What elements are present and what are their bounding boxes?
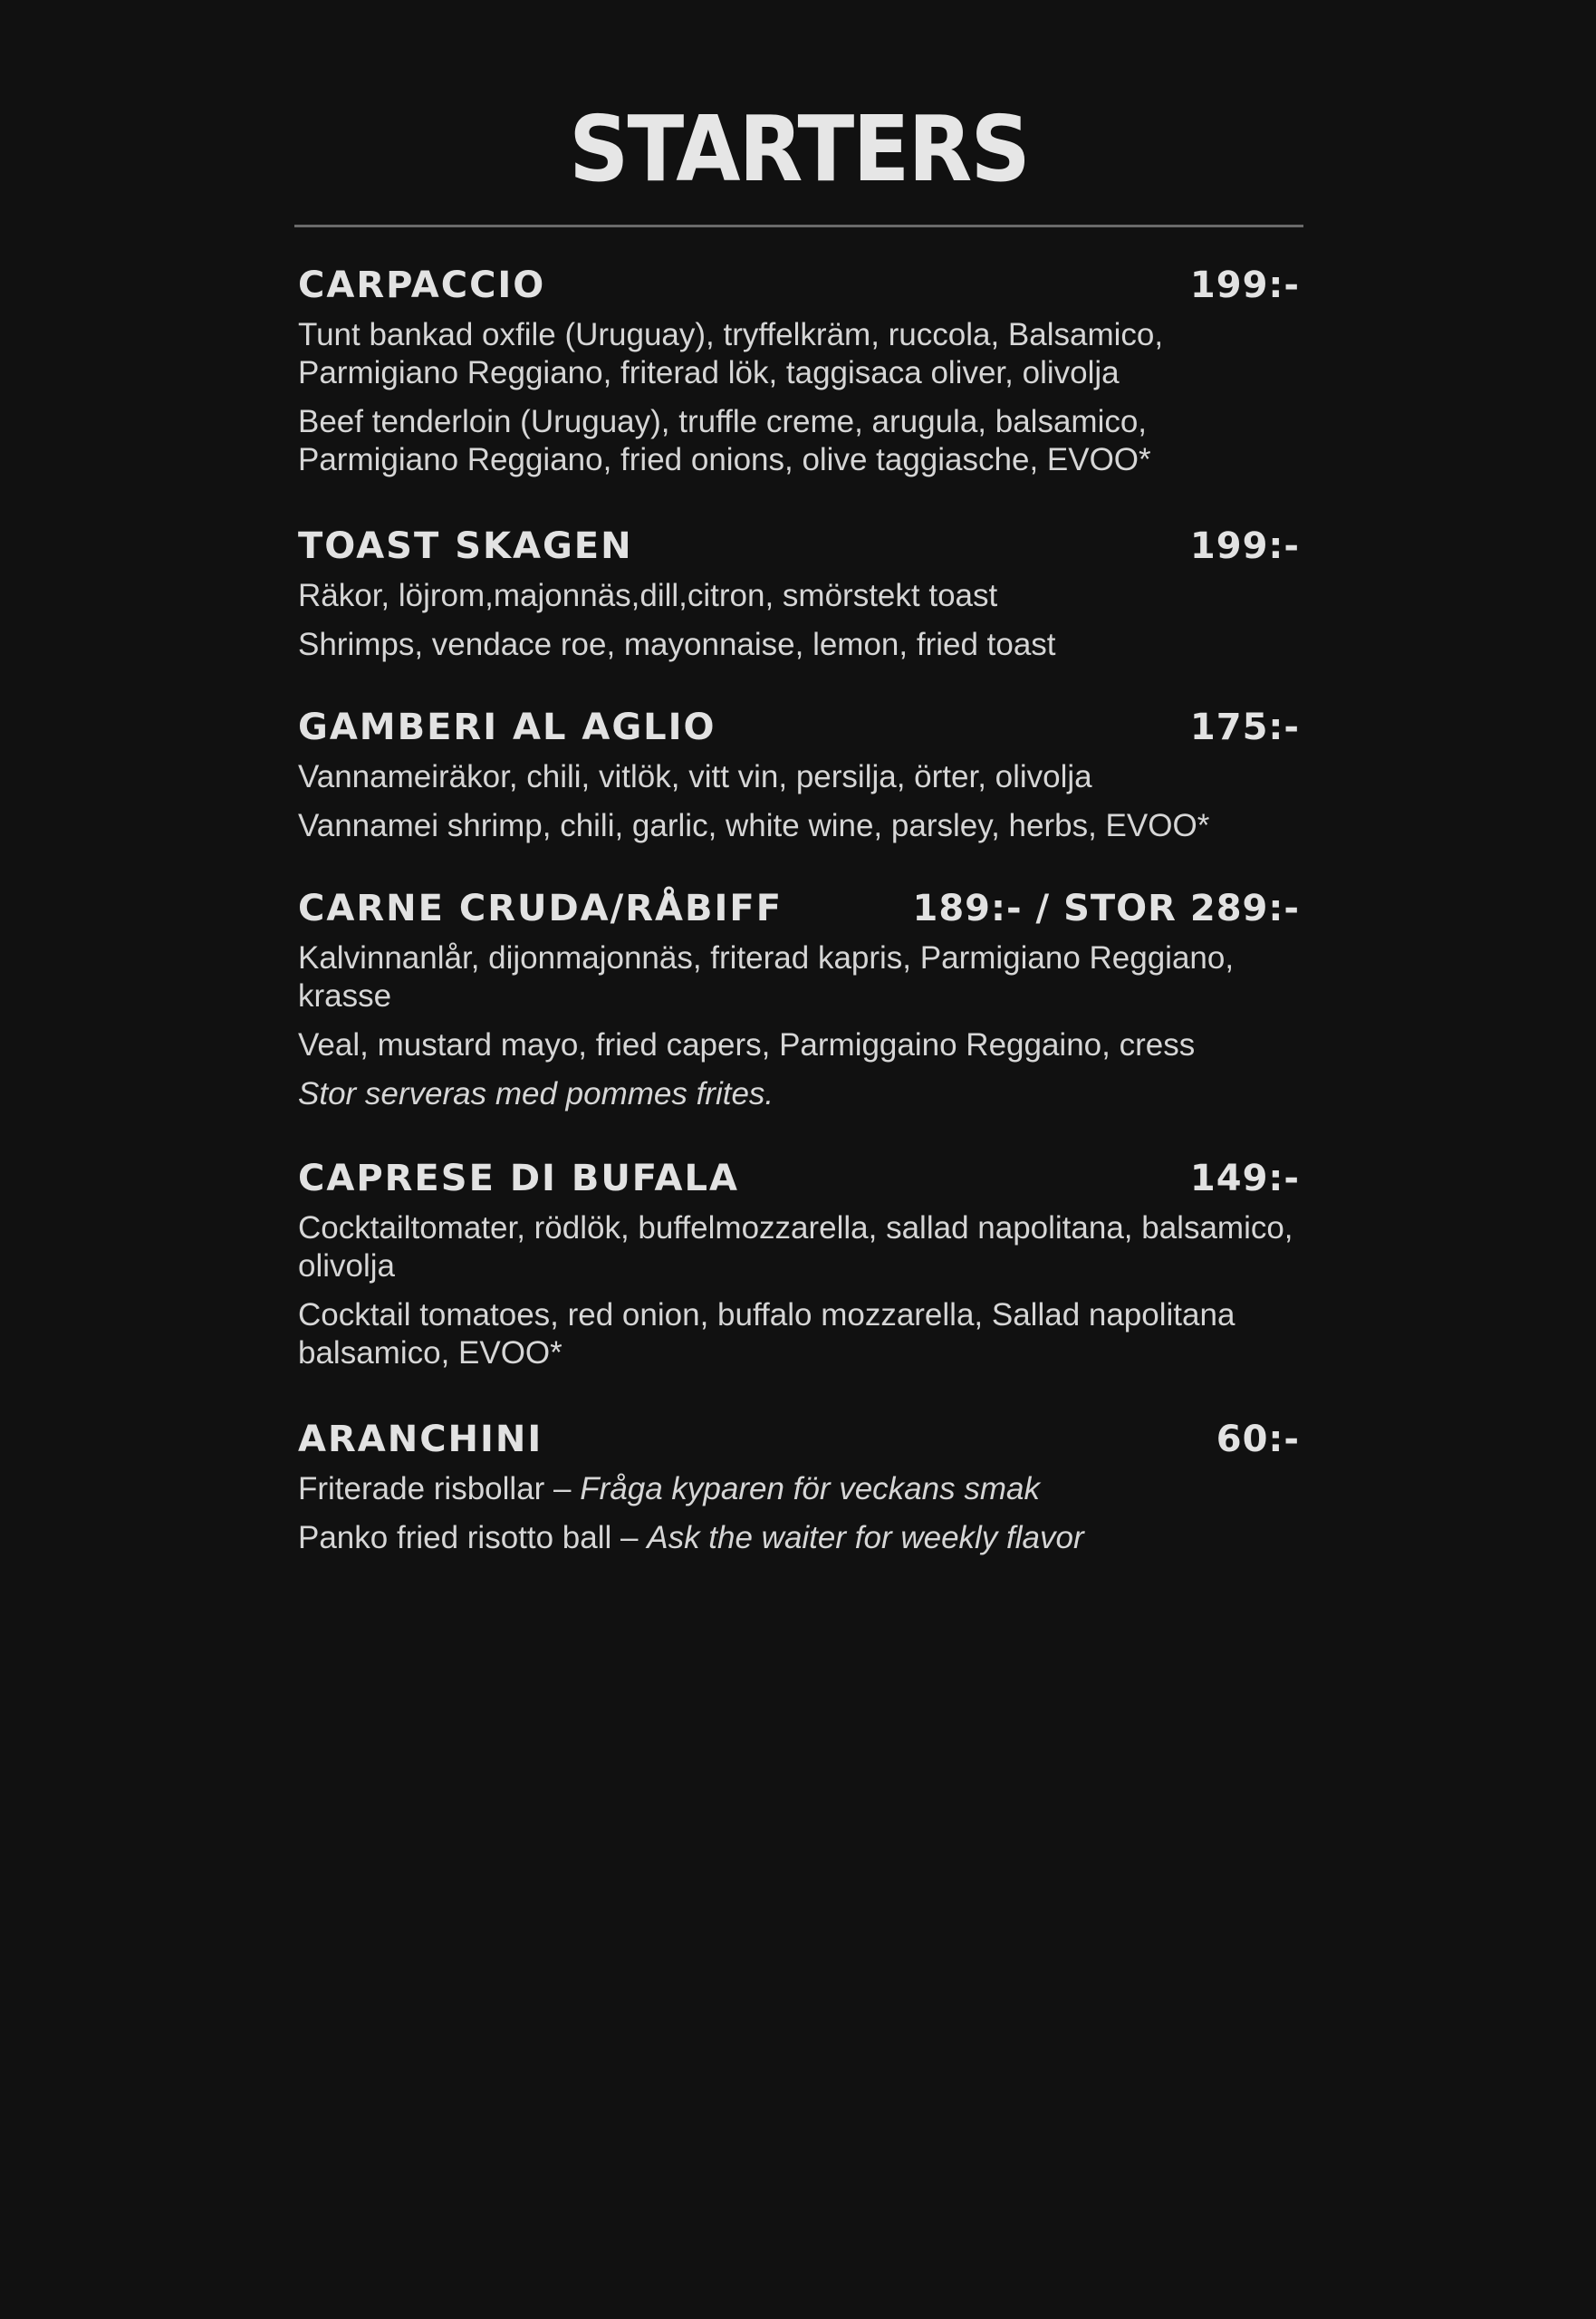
menu-item-toast-skagen — [298, 519, 1300, 664]
menu-item-caprese-di-bufala — [298, 1151, 1300, 1372]
item-name: CARNE CRUDA/RÅBIFF — [298, 888, 784, 929]
item-note: Stor serveras med pommes frites. — [298, 1076, 774, 1111]
menu-item-carpaccio — [298, 258, 1300, 479]
menu-item-header — [298, 519, 1300, 573]
menu-item-header — [298, 700, 1300, 755]
menu-item-header — [298, 881, 1300, 936]
item-description-swedish: Vannameiräkor, chili, vitlök, vitt vin, persilja, örter, olivolja — [298, 759, 1092, 794]
item-name: CARPACCIO — [298, 265, 546, 306]
item-name: GAMBERI AL AGLIO — [298, 707, 716, 748]
title-divider — [294, 225, 1303, 227]
menu-title: STARTERS — [569, 96, 1029, 202]
item-price: 199:- — [1189, 525, 1300, 567]
menu-item-aranchini — [298, 1412, 1300, 1557]
item-name: CAPRESE DI BUFALA — [298, 1158, 739, 1199]
item-price: 175:- — [1189, 707, 1300, 748]
item-description-english: Shrimps, vendace roe, mayonnaise, lemon, fried toast — [298, 627, 1056, 662]
menu-item-gamberi-al-aglio — [298, 700, 1300, 845]
item-price: 149:- — [1189, 1158, 1300, 1199]
menu-item-header — [298, 1151, 1300, 1206]
item-price: 199:- — [1189, 265, 1300, 306]
item-description-english: Cocktail tomatoes, red onion, buffalo mozzarella, Sallad napolitana balsamico, EVOO* — [298, 1297, 1235, 1371]
item-name: ARANCHINI — [298, 1419, 543, 1460]
menu-page — [294, 0, 1303, 1557]
description-text: Friterade risbollar – — [298, 1471, 581, 1506]
item-description-swedish: Tunt bankad oxfile (Uruguay), tryffelkräm, ruccola, Balsamico, Parmigiano Reggiano, friterad lök, taggisaca oliver, olivolja — [298, 317, 1164, 390]
menu-item-carne-cruda — [298, 881, 1300, 1113]
item-description-english: Veal, mustard mayo, fried capers, Parmiggaino Reggaino, cress — [298, 1027, 1196, 1063]
description-italic-text: Ask the waiter for weekly flavor — [647, 1520, 1084, 1555]
description-text: Panko fried risotto ball – — [298, 1520, 648, 1555]
item-description-swedish: Räkor, löjrom,majonnäs,dill,citron, smörstekt toast — [298, 578, 998, 613]
item-description-swedish: Kalvinnanlår, dijonmajonnäs, friterad kapris, Parmigiano Reggiano, krasse — [298, 940, 1235, 1014]
item-description-english: Vannamei shrimp, chili, garlic, white wine, parsley, herbs, EVOO* — [298, 808, 1210, 843]
description-italic-text: Fråga kyparen för veckans smak — [580, 1471, 1040, 1506]
menu-item-header — [298, 258, 1300, 313]
item-description-english: Beef tenderloin (Uruguay), truffle creme, arugula, balsamico, Parmigiano Reggiano, fried onions, olive taggiasche, EVOO* — [298, 404, 1151, 477]
item-description-swedish: Cocktailtomater, rödlök, buffelmozzarella, sallad napolitana, balsamico, olivolja — [298, 1210, 1293, 1284]
item-price: 60:- — [1216, 1419, 1300, 1460]
item-name: TOAST SKAGEN — [298, 525, 633, 567]
item-description-swedish — [298, 1470, 1300, 1508]
item-price: 189:- / STOR 289:- — [912, 888, 1300, 929]
menu-item-header — [298, 1412, 1300, 1467]
item-description-english — [298, 1519, 1300, 1557]
